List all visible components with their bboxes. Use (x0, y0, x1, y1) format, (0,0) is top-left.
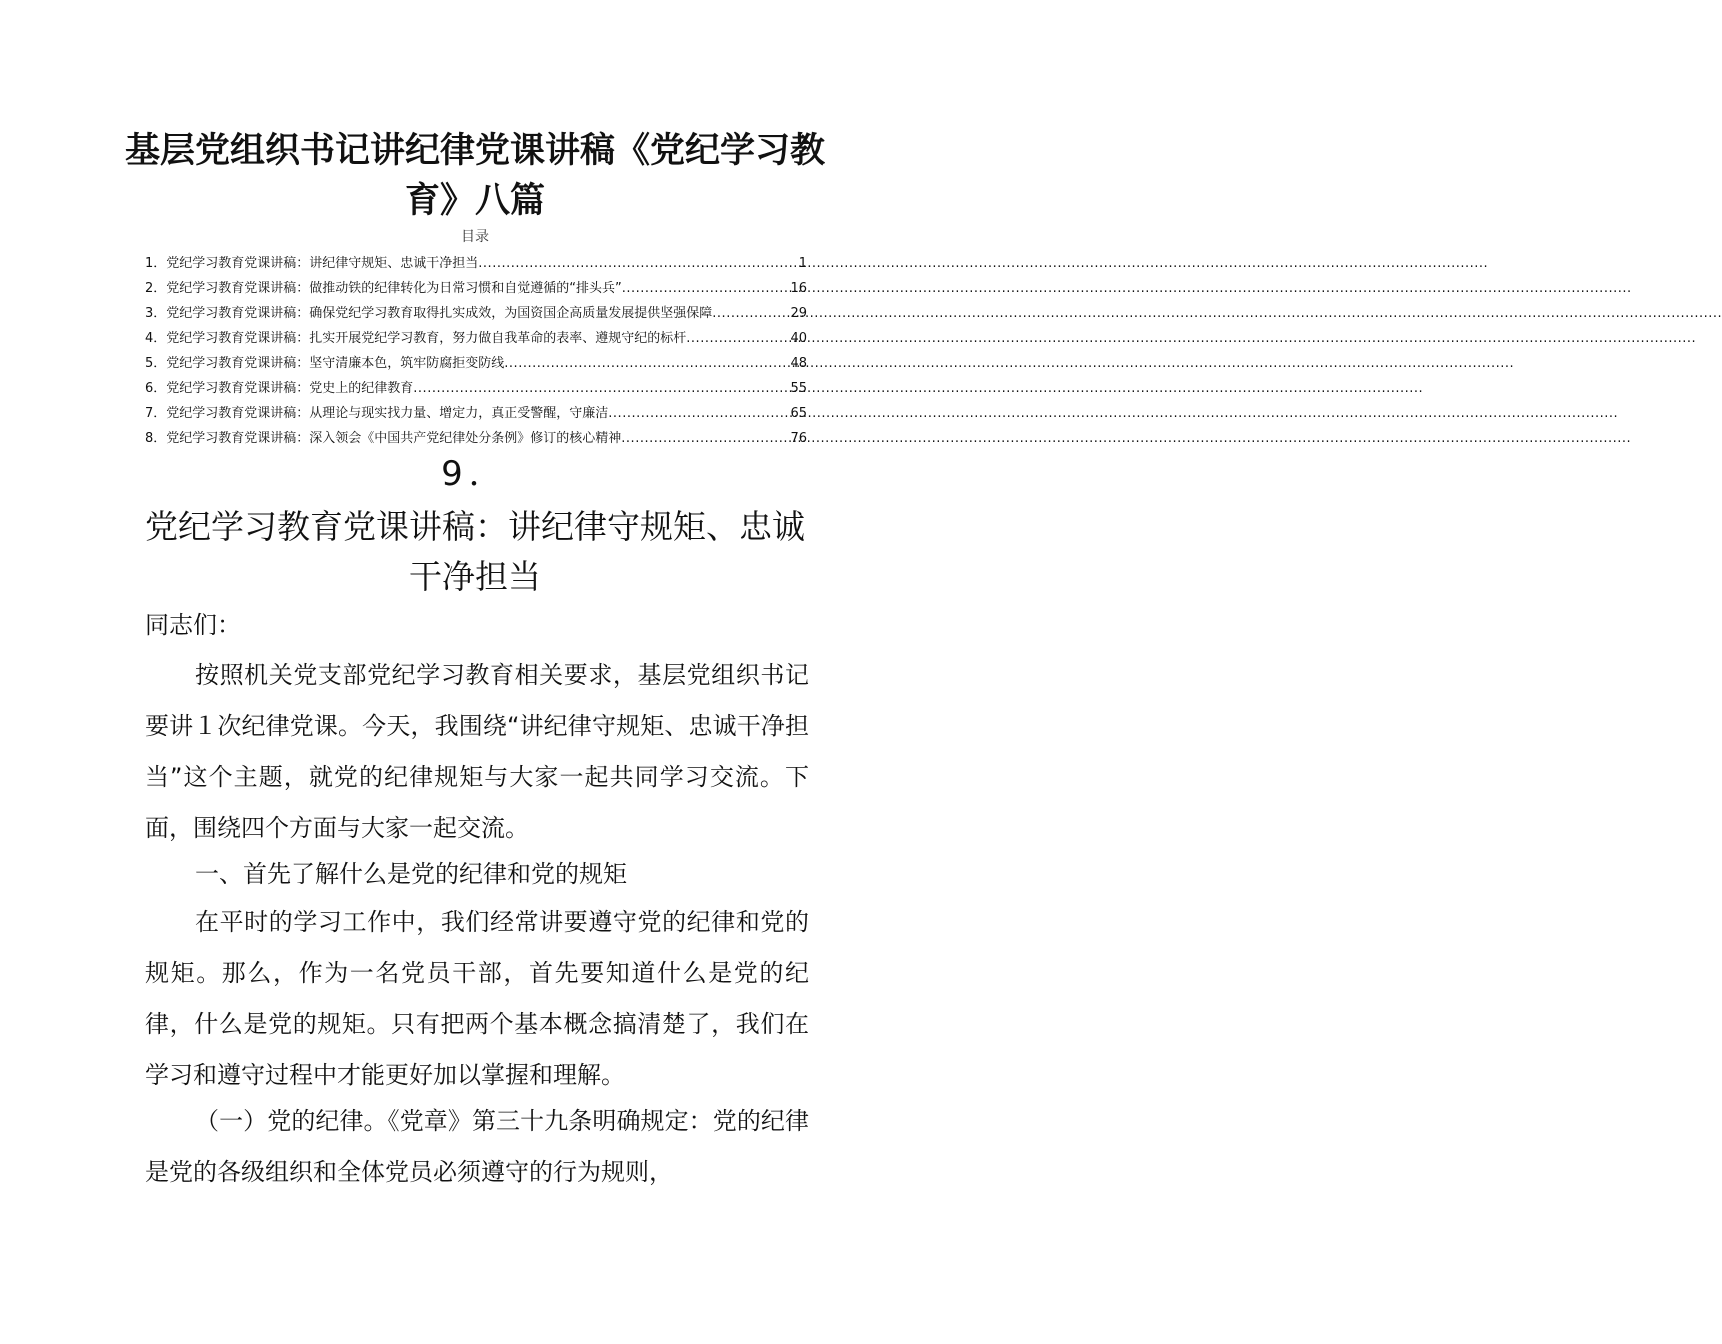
toc-item-number: 5． (145, 356, 167, 371)
toc-leader-dots (608, 401, 790, 426)
toc-heading: 目录 (461, 229, 489, 245)
toc-leader-dots (413, 376, 790, 401)
toc-item-page: 40 (790, 331, 807, 346)
toc-item-text: 党纪学习教育党课讲稿：党史上的纪律教育 (166, 381, 414, 396)
toc-item[interactable] (145, 401, 807, 426)
toc-item-page: 48 (790, 356, 807, 371)
toc-leader-dots (621, 426, 790, 451)
toc-item[interactable] (145, 376, 807, 401)
body-paragraph: 按照机关党支部党纪学习教育相关要求，基层党组织书记要讲１次纪律党课。今天，我围绕“讲纪律守规矩、忠诚干净担当”这个主题，就党的纪律规矩与大家一起共同学习交流。下面，围绕四个方面与大家一起交流。 (145, 661, 809, 842)
toc-item-text: 党纪学习教育党课讲稿：深入领会《中国共产党纪律处分条例》修订的核心精神 (166, 431, 622, 446)
toc-item[interactable] (145, 251, 807, 276)
toc-item-page: 76 (790, 431, 807, 446)
toc-leader-dots (504, 351, 790, 376)
document-title: 基层党组织书记讲纪律党课讲稿《党纪学习教育》八篇 (124, 131, 825, 221)
toc-item-number: 3． (145, 306, 167, 321)
toc-item-number: 7． (145, 406, 167, 421)
toc-leader-dots (622, 276, 791, 301)
greeting: 同志们： (145, 611, 241, 639)
toc-item[interactable] (145, 276, 807, 301)
toc-item[interactable] (145, 301, 807, 326)
toc-item[interactable] (145, 326, 807, 351)
toc-item-text: 党纪学习教育党课讲稿：讲纪律守规矩、忠诚干净担当 (166, 256, 479, 271)
toc-item-page: 65 (790, 406, 807, 421)
toc-item-page: 55 (790, 381, 807, 396)
toc-item-page: 29 (790, 306, 807, 321)
section-heading: 一、首先了解什么是党的纪律和党的规矩 (195, 860, 627, 888)
body-paragraph: （一）党的纪律。《党章》第三十九条明确规定：党的纪律是党的各级组织和全体党员必须遵守的行为规则， (145, 1107, 809, 1186)
toc-item-text: 党纪学习教育党课讲稿：坚守清廉本色，筑牢防腐拒变防线 (166, 356, 505, 371)
toc-item[interactable] (145, 426, 807, 451)
toc-item-page: 1 (798, 256, 807, 271)
toc-item[interactable] (145, 351, 807, 376)
toc-item-text: 党纪学习教育党课讲稿：从理论与现实找力量、增定力，真正受警醒，守廉洁 (166, 406, 609, 421)
body-paragraph: 在平时的学习工作中，我们经常讲要遵守党的纪律和党的规矩。那么，作为一名党员干部，首先要知道什么是党的纪律，什么是党的规矩。只有把两个基本概念搞清楚了，我们在学习和遵守过程中才能更好加以掌握和理解。 (145, 908, 809, 1089)
toc-item-page: 16 (790, 281, 807, 296)
table-of-contents (145, 251, 807, 451)
toc-leader-dots (712, 301, 790, 326)
toc-leader-dots (478, 251, 798, 276)
toc-item-number: 2． (145, 281, 167, 296)
toc-item-number: 6． (145, 381, 167, 396)
toc-item-number: 8． (145, 431, 167, 446)
toc-item-number: 1． (145, 256, 167, 271)
section-number: 9． (441, 454, 509, 494)
toc-leader-dots (686, 326, 790, 351)
toc-item-text: 党纪学习教育党课讲稿：做推动铁的纪律转化为日常习惯和自觉遵循的“排头兵” (166, 281, 622, 296)
section-title: 党纪学习教育党课讲稿：讲纪律守规矩、忠诚干净担当 (145, 507, 805, 596)
toc-item-number: 4． (145, 331, 167, 346)
toc-item-text: 党纪学习教育党课讲稿：扎实开展党纪学习教育，努力做自我革命的表率、遵规守纪的标杆 (166, 331, 687, 346)
toc-item-text: 党纪学习教育党课讲稿：确保党纪学习教育取得扎实成效，为国资国企高质量发展提供坚强保障 (166, 306, 713, 321)
